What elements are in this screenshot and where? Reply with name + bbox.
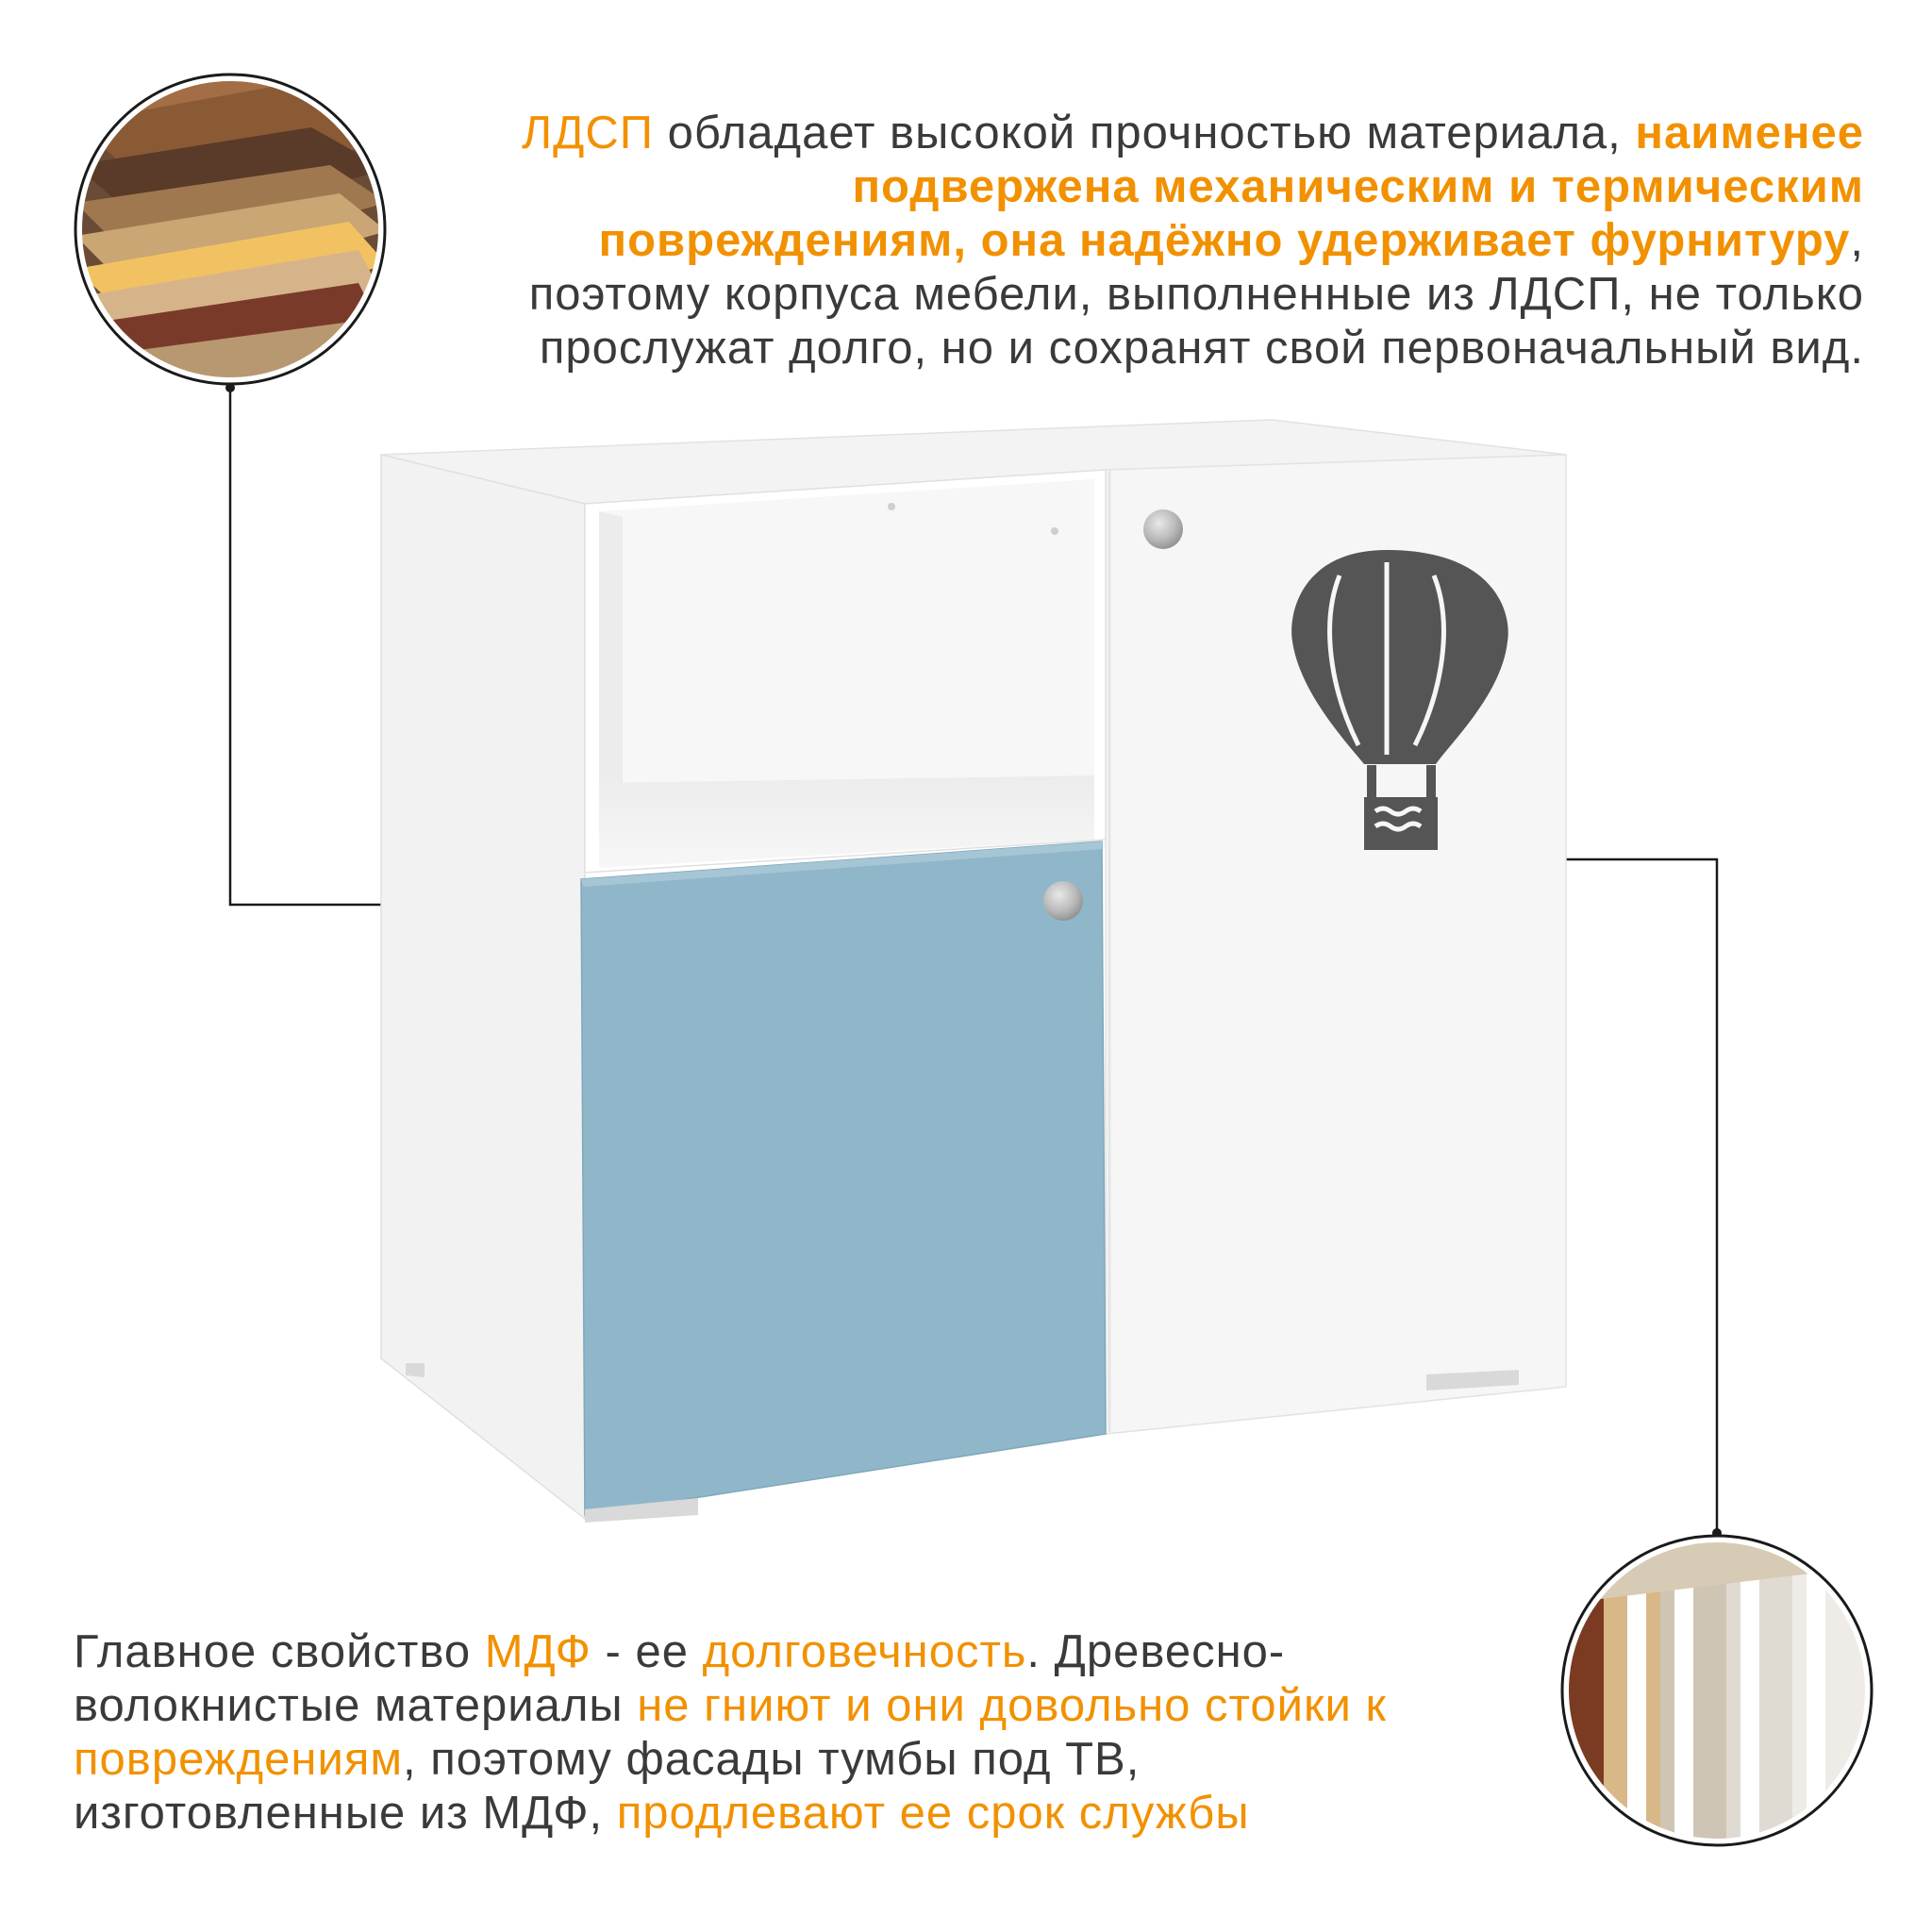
highlight-text: не гниют и они довольно стойки к [637,1680,1387,1731]
body-text: , [1850,215,1864,266]
body-text: волокнистые материалы [74,1680,638,1731]
body-text: , поэтому фасады тумбы под ТВ, [403,1734,1141,1785]
body-text: изготовленные из МДФ, [74,1788,617,1839]
highlight-text: наименее [1635,108,1864,158]
text-line [74,1733,1387,1787]
highlight-text: ЛДСП [522,108,654,158]
text-line [522,107,1864,160]
text-line [74,1679,1387,1733]
text-line [522,214,1864,268]
body-text: . Древесно- [1026,1626,1286,1677]
highlight-text: подвержена механическим и термическим [852,161,1864,212]
body-text: Главное свойство [74,1626,485,1677]
round-knob-icon [1143,509,1183,549]
highlight-text: повреждениям [74,1734,404,1785]
body-text: поэтому корпуса мебели, выполненные из ЛДСП, не только [528,269,1864,320]
round-knob-icon [1043,881,1083,921]
highlight-text: повреждениям, она надёжно удерживает фурнитуру [598,215,1851,266]
text-line [74,1787,1387,1840]
body-text: прослужат долго, но и сохранят свой первоначальный вид. [539,323,1864,374]
text-line [74,1625,1387,1679]
highlight-text: продлевают ее срок службы [616,1788,1250,1839]
highlight-text: МДФ [484,1626,591,1677]
mdf-description [74,1625,1387,1840]
text-line [522,322,1864,375]
laminated-board-stack-icon [75,75,387,396]
highlight-text: долговечность [702,1626,1027,1677]
body-text: обладает высокой прочностью материала, [653,108,1636,158]
mdf-board-edges-icon [1561,1536,1873,1847]
text-line [522,160,1864,214]
text-line [522,268,1864,322]
body-text: - ее [591,1626,703,1677]
ldsp-description [522,107,1864,375]
blue-door [581,841,1106,1515]
